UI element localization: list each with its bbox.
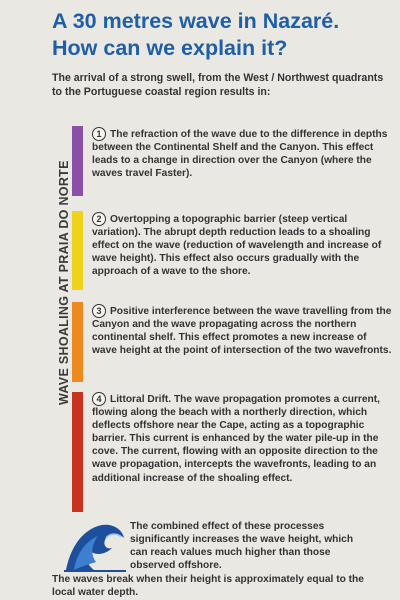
combined-effect-text: The combined effect of these processes significantly increases the wave height, which can reach values much higher than those observed offshore. — [130, 521, 354, 571]
item-text-2: Overtopping a topographic barrier (steep vertical variation). The abrupt depth reduction leads to a shoaling effect on the wave (reduction of wavelength and increase of wave height). This effect also occurs gradually with the approach of a wave to the shore. — [92, 214, 382, 278]
item-text-1: The refraction of the wave due to the difference in depths between the Continental Shelf and the Canyon. This effect leads to a change in direction over the Canyon (where the waves travel Faster). — [92, 129, 388, 180]
item-number-1: 1 — [92, 127, 106, 141]
color-bar-2 — [72, 211, 83, 290]
color-bar-4 — [72, 392, 83, 512]
final-note-text: The waves break when their height is approximately equal to the local water depth. — [52, 574, 364, 598]
item-number-4: 4 — [92, 392, 106, 406]
side-label: WAVE SHOALING AT PRAIA DO NORTE — [57, 160, 71, 405]
color-bar-3 — [72, 302, 83, 382]
page-title — [52, 8, 392, 62]
item-number-3: 3 — [92, 304, 106, 318]
title-line-1: A 30 metres wave in Nazaré. — [52, 9, 340, 33]
item-3 — [92, 304, 392, 357]
color-bar-1 — [72, 126, 83, 196]
item-number-2: 2 — [92, 212, 106, 226]
item-text-4: Littoral Drift. The wave propagation promotes a current, flowing along the beach with a northerly direction, which deflects offshore near the Cape, acting as a topographic barrier. This current is enhanced by the water pile-up in the cove. The current, flowing with an opposite direction to the wave propagation, intercepts the wavefronts, leading to an additional increase of the shoaling effect. — [92, 394, 381, 484]
wave-icon — [64, 520, 126, 572]
item-2 — [92, 212, 392, 278]
item-1 — [92, 127, 392, 180]
title-line-2: How can we explain it? — [52, 36, 288, 60]
item-text-3: Positive interference between the wave travelling from the Canyon and the wave propagating across the northern continental shelf. This effect promotes a new increase of wave height at the point of intersection of the two wavefronts. — [92, 306, 392, 357]
item-4 — [92, 392, 392, 485]
intro-text: The arrival of a strong swell, from the West / Northwest quadrants to the Portuguese coastal region results in: — [52, 72, 384, 98]
